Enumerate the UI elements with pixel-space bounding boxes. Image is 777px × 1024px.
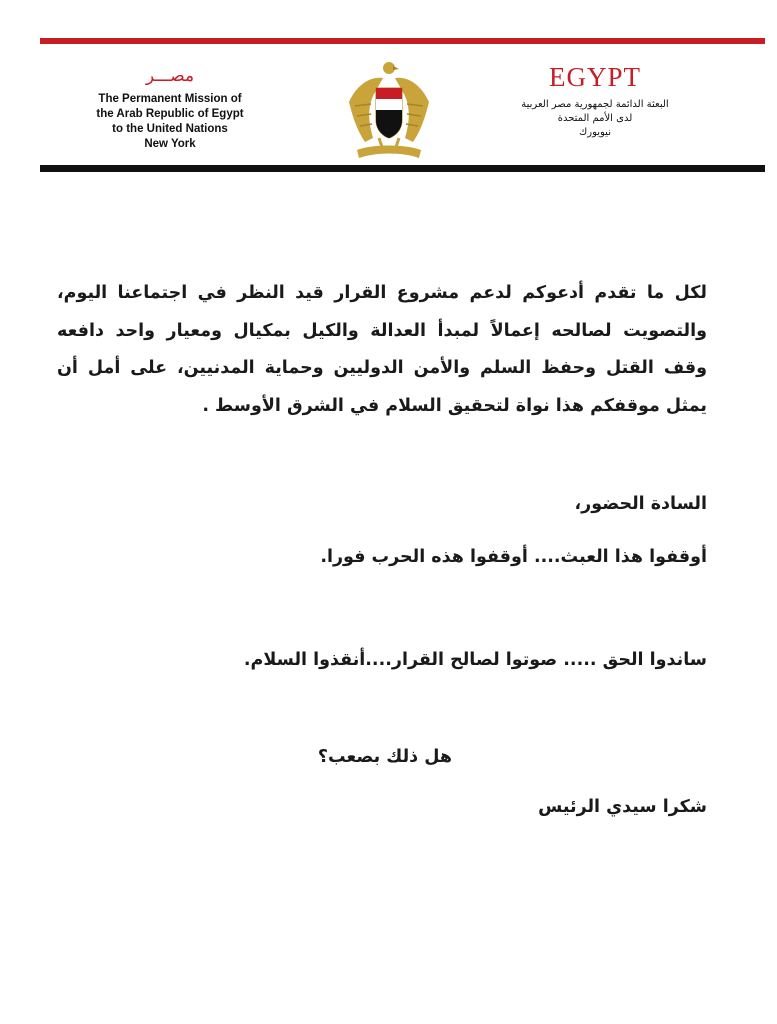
closing-line: شكرا سيدي الرئيس <box>538 797 707 817</box>
mission-name-arabic-line: لدى الأمم المتحدة <box>557 113 633 124</box>
arabic-egypt-title: مصـــر <box>145 66 195 86</box>
mission-name-arabic-line: البعثة الدائمة لجمهورية مصر العربية <box>521 99 669 110</box>
letterhead-right <box>490 62 700 140</box>
question-line: هل ذلك بصعب؟ <box>317 747 452 767</box>
english-egypt-title: EGYPT <box>549 62 641 92</box>
salutation-line: السادة الحضور، <box>574 494 707 514</box>
mission-name-line: the Arab Republic of Egypt <box>96 108 244 120</box>
top-red-rule <box>40 38 765 44</box>
mission-city-line: New York <box>144 138 196 150</box>
mission-name-line: to the United Nations <box>112 123 228 135</box>
letterhead-left <box>70 66 270 152</box>
body-paragraph: لكل ما تقدم أدعوكم لدعم مشروع القرار قيد النظر في اجتماعنا اليوم، والتصويت لصالحه إعمالاً لمبدأ العدالة والكيل بمكيال ومعيار واحد دافعه وقف القتل وحفظ السلم والأمن الدوليين وحماية المدنيين، على أمل أن يمثل موقفكم هذا نواة لتحقيق السلام في الشرق الأوسط . <box>57 283 707 416</box>
eagle-emblem-icon <box>343 58 435 162</box>
mission-name-line: The Permanent Mission of <box>98 93 242 105</box>
letterhead-black-rule <box>40 165 765 172</box>
appeal-line: أوقفوا هذا العبث.... أوقفوا هذه الحرب فورا. <box>320 547 707 567</box>
appeal-line: ساندوا الحق ..... صوتوا لصالح القرار....أنقذوا السلام. <box>243 650 707 670</box>
mission-city-arabic-line: نيويورك <box>579 127 611 138</box>
